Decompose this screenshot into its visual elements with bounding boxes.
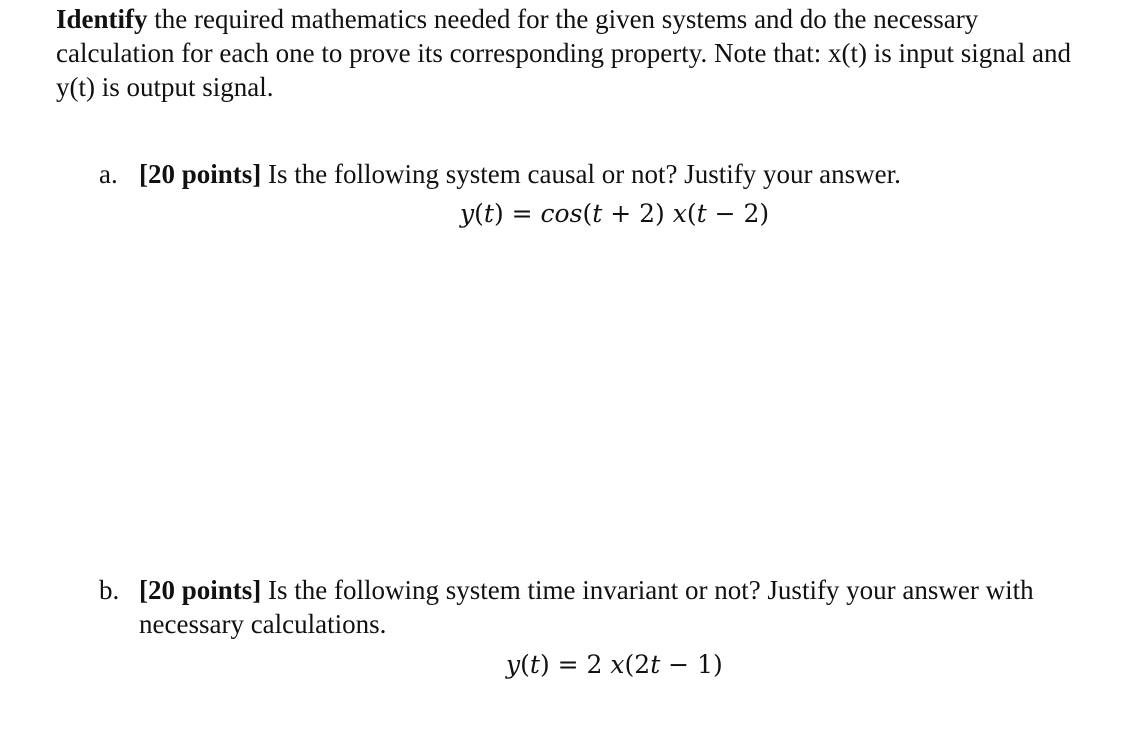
question-b-text: Is the following system time invariant or not? Justify your answer with necessary calculations. — [139, 575, 1034, 639]
question-a-points: [20 points] — [139, 159, 262, 189]
equation-a: y(t) = cos(t + 2) x(t − 2) — [460, 199, 770, 228]
intro-paragraph — [56, 2, 1086, 104]
intro-text: the required mathematics needed for the given systems and do the necessary calculation for each one to prove its corresponding property. Note that: x(t) is input signal and y(t) is output signal. — [56, 4, 1071, 102]
question-b-body — [139, 573, 1059, 641]
question-b-marker: b. — [99, 575, 120, 605]
question-a-marker: a. — [99, 159, 118, 189]
question-b-points: [20 points] — [139, 575, 262, 605]
intro-lead-word: Identify — [56, 4, 148, 34]
question-a-body — [139, 157, 1059, 191]
equation-b: y(t) = 2 x(2t − 1) — [506, 650, 723, 679]
question-a-text: Is the following system causal or not? Justify your answer. — [261, 159, 901, 189]
